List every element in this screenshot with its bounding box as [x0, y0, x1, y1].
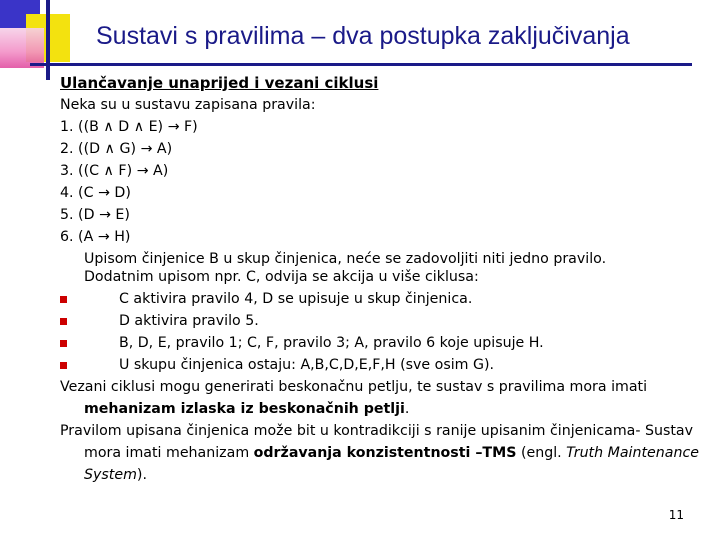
- bullet-square-icon: [60, 318, 67, 325]
- rule-item: 1. ((B ∧ D ∧ E) → F): [60, 119, 198, 135]
- title-underline: [30, 63, 692, 66]
- page-number: 11: [668, 508, 684, 522]
- bullet-square-icon: [60, 340, 67, 347]
- bullet-square-icon: [60, 362, 67, 369]
- slide-subtitle: Ulančavanje unaprijed i vezani ciklusi: [60, 74, 379, 92]
- bullet-text: C aktivira pravilo 4, D se upisuje u skup činjenica.: [119, 291, 473, 307]
- rule-item: 4. (C → D): [60, 185, 131, 201]
- paragraph-end: ).: [136, 467, 147, 483]
- list-item: [60, 354, 700, 376]
- paragraph-bold: mehanizam izlaska iz beskonačnih petlji: [84, 401, 405, 417]
- bullet-text: B, D, E, pravilo 1; C, F, pravilo 3; A, pravilo 6 koje upisuje H.: [119, 335, 544, 351]
- bullet-text: U skupu činjenica ostaju: A,B,C,D,E,F,H (sve osim G).: [119, 357, 495, 373]
- slide-title: Sustavi s pravilima – dva postupka zaključivanja: [96, 22, 630, 50]
- paragraph-cycles: [60, 376, 700, 420]
- decor-pink-square: [0, 28, 44, 68]
- paragraph-italic: Truth Maintenance System: [84, 445, 699, 483]
- bullet-text: D aktivira pravilo 5.: [119, 313, 259, 329]
- paragraph-mid: (engl.: [516, 445, 567, 461]
- paragraph-end: .: [404, 401, 410, 417]
- rule-item: 5. (D → E): [60, 207, 130, 223]
- note-line: Upisom činjenice B u skup činjenica, neće se zadovoljiti niti jedno pravilo.: [84, 251, 607, 267]
- rule-item: 2. ((D ∧ G) → A): [60, 141, 173, 157]
- list-item: [60, 332, 700, 354]
- rule-item: 3. ((C ∧ F) → A): [60, 163, 169, 179]
- bullet-square-icon: [60, 296, 67, 303]
- paragraph-tms: [60, 420, 700, 486]
- paragraph-bold: održavanja konzistentnosti –TMS: [253, 445, 517, 461]
- note-line: Dodatnim upisom npr. C, odvija se akcija u više ciklusa:: [84, 269, 479, 285]
- intro-text: Neka su u sustavu zapisana pravila:: [60, 97, 316, 113]
- paragraph-text: Vezani ciklusi mogu generirati beskonačnu petlju, te sustav s pravilima mora imati: [60, 379, 648, 395]
- list-item: [60, 288, 700, 310]
- list-item: [60, 310, 700, 332]
- rule-item: 6. (A → H): [60, 229, 131, 245]
- slide-content: [60, 72, 700, 486]
- decor-vertical-line: [46, 0, 50, 80]
- paragraph-text: Pravilom upisana činjenica može bit u kontradikciji s ranije upisanim činjenicama- Sustav mora imati mehanizam: [60, 423, 694, 461]
